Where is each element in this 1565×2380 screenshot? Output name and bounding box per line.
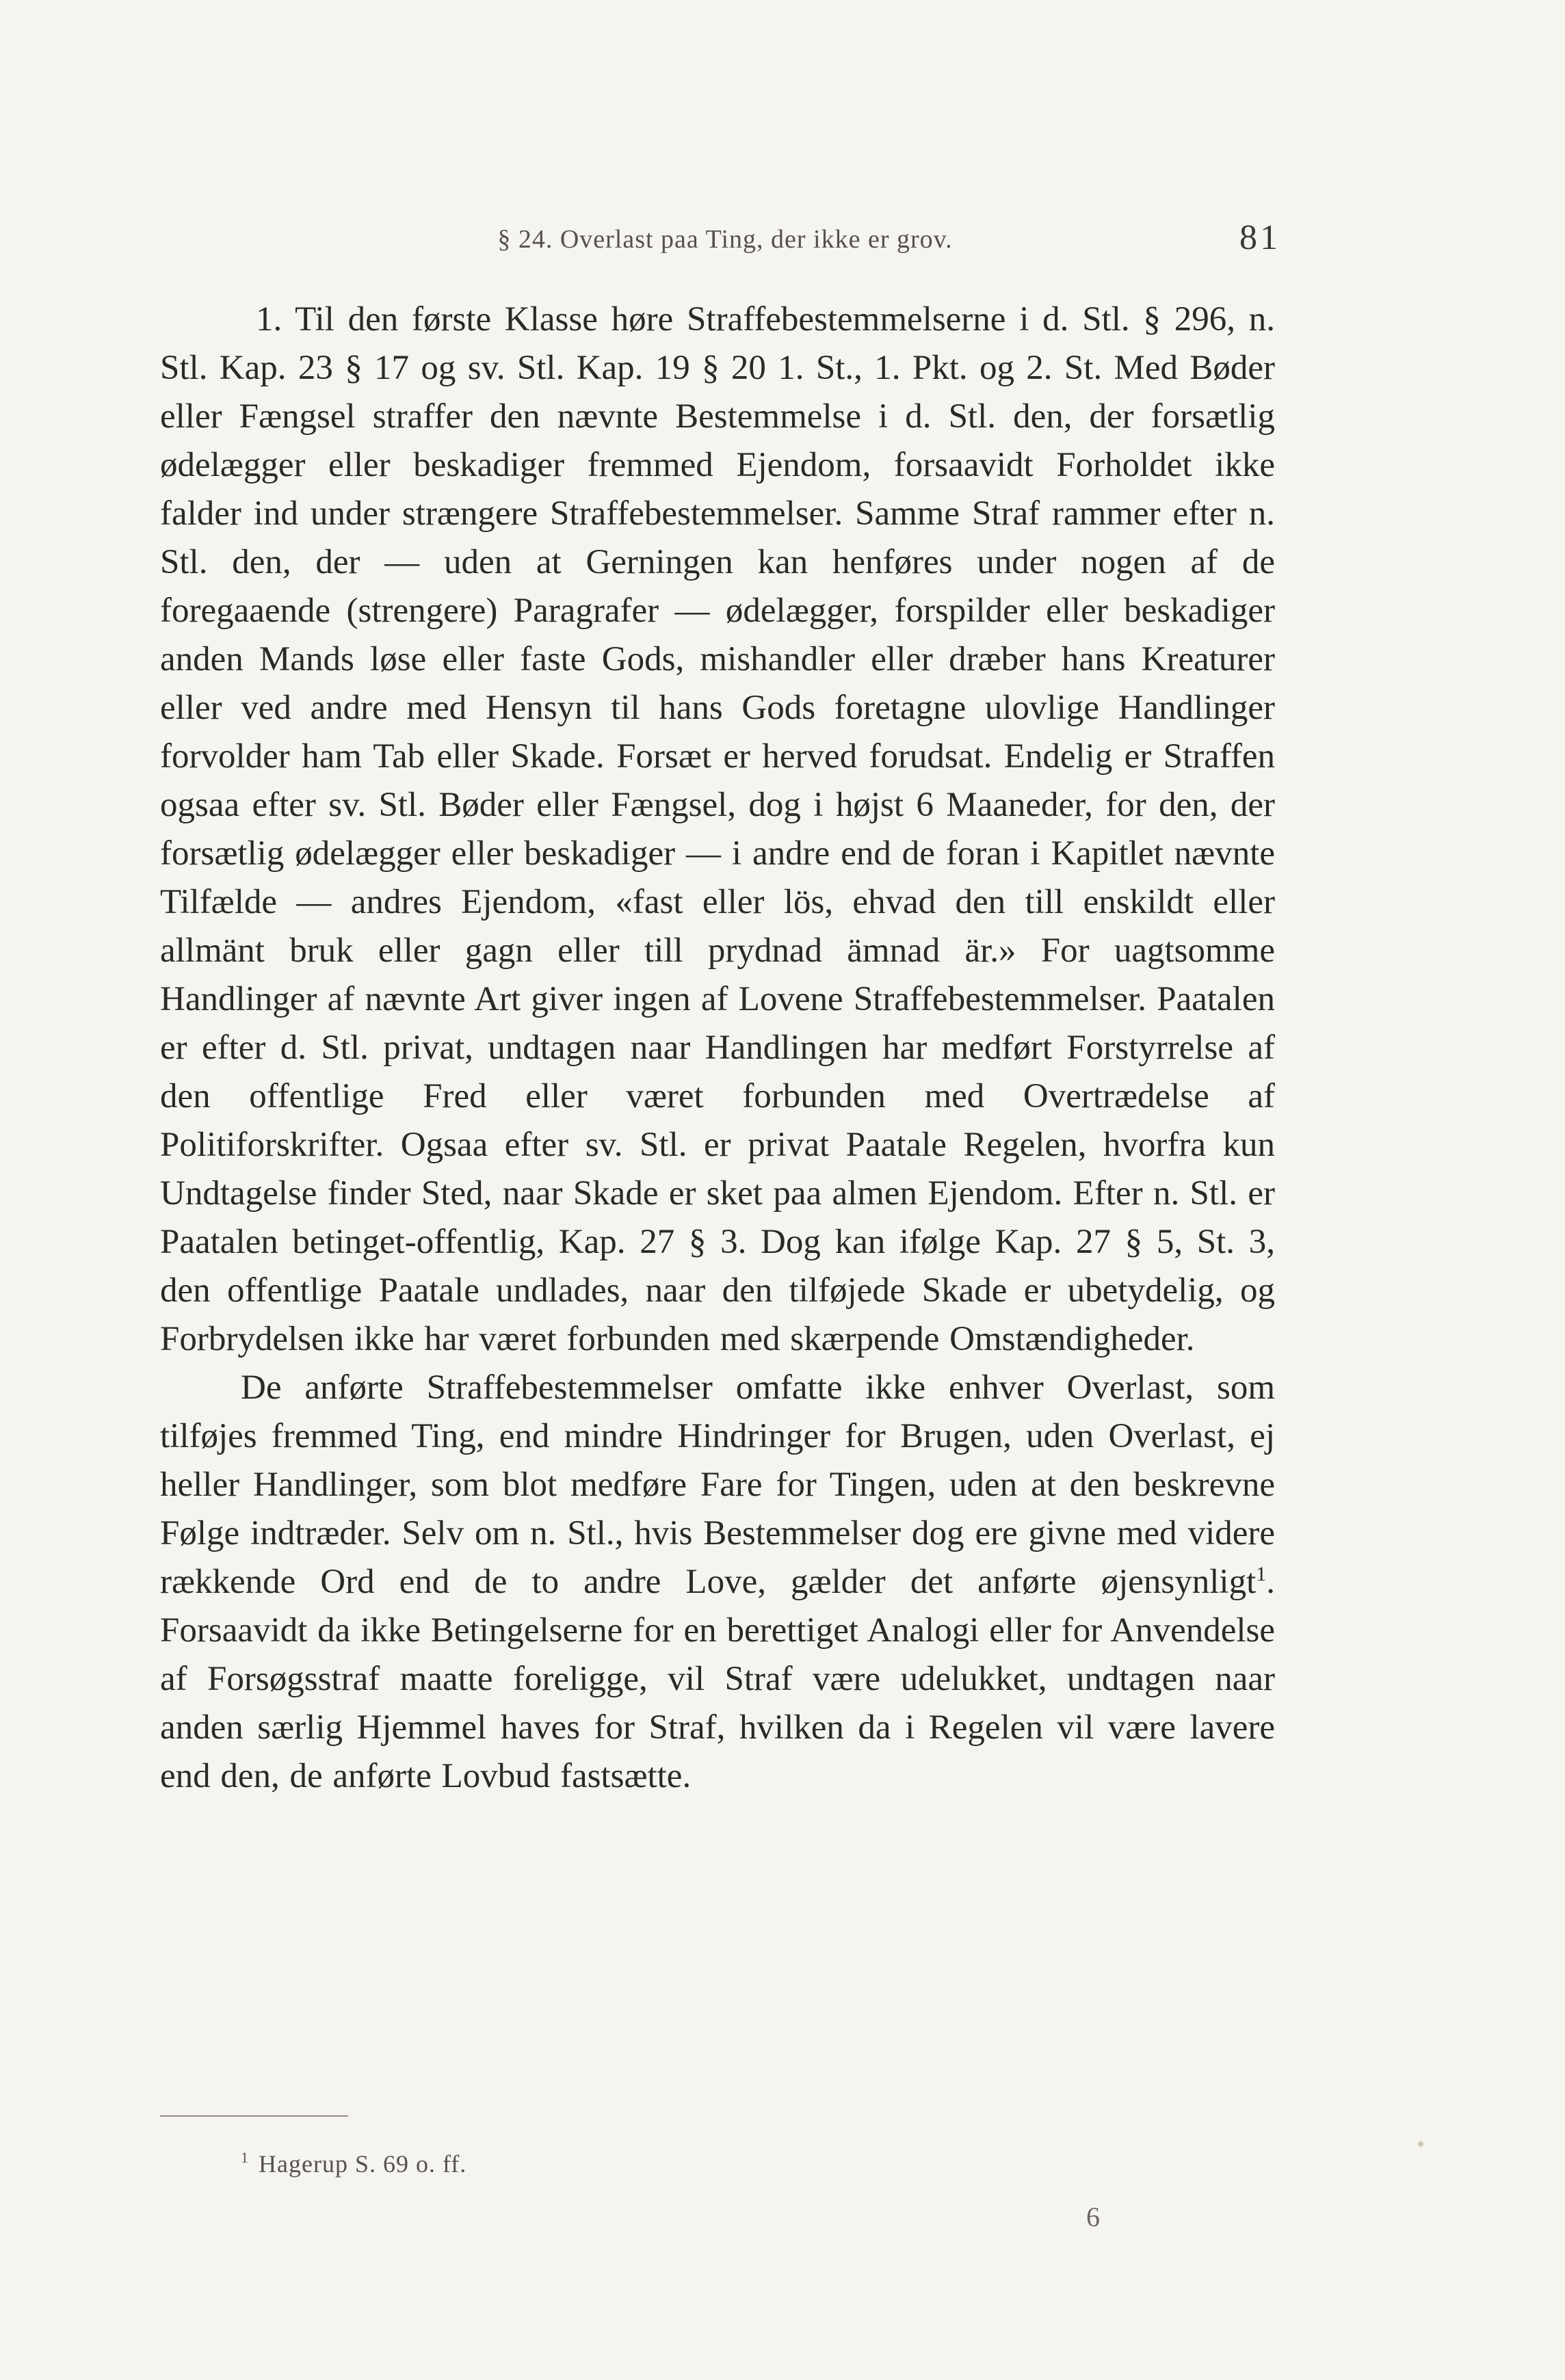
paragraph-2-text-a: De anførte Straffebestemmelser omfatte ikke enhver Overlast, som tilføjes fremmed Ting, end mindre Hindringer for Brugen, uden Overlast, ej heller Handlinger, som blot medføre Fare for Tingen, uden at den beskrevne Følge indtræder. Selv om n. Stl., hvis Bestemmelser dog ere givne med videre rækkende Ord end de to andre Love, gælder det anførte øjensynligt [160,1368,1275,1601]
running-head-title: § 24. Overlast paa Ting, der ikke er grov. [497,225,953,254]
paragraph-1: 1. Til den første Klasse høre Straffebestemmelserne i d. Stl. § 296, n. Stl. Kap. 23 § 17 og sv. Stl. Kap. 19 § 20 1. St., 1. Pkt. og 2. St. Med Bøder eller Fængsel straffer den nævnte Bestemmelse i d. Stl. den, der forsætlig ødelægger eller beskadiger fremmed Ejendom, forsaavidt Forholdet ikke falder ind under strængere Straffebestemmelser. Samme Straf rammer efter n. Stl. den, der — uden at Gerningen kan henføres under nogen af de foregaaende (strengere) Paragrafer — ødelægger, forspilder eller beskadiger anden Mands løse eller faste Gods, mishandler eller dræber hans Kreaturer eller ved andre med Hensyn til hans Gods foretagne ulovlige Handlinger forvolder ham Tab eller Skade. Forsæt er herved forudsat. Endelig er Straffen ogsaa efter sv. Stl. Bøder eller Fængsel, dog i højst 6 Maaneder, for den, der forsætlig ødelægger eller beskadiger — i andre end de foran i Kapitlet nævnte Tilfælde — andres Ejendom, «fast eller lös, ehvad den till enskildt eller allmänt bruk eller gagn eller till prydnad ämnad är.» For uagtsomme Handlinger af nævnte Art giver ingen af Lovene Straffebestemmelser. Paatalen er efter d. Stl. privat, undtagen naar Handlingen har medført Forstyrrelse af den offentlige Fred eller været forbunden med Overtrædelse af Politiforskrifter. Ogsaa efter sv. Stl. er privat Paatale Regelen, hvorfra kun Undtagelse finder Sted, naar Skade er sket paa almen Ejendom. Efter n. Stl. er Paatalen betinget-offentlig, Kap. 27 § 3. Dog kan ifølge Kap. 27 § 5, St. 3, den offentlige Paatale undlades, naar den tilføjede Skade er ubetydelig, og Forbrydelsen ikke har været forbunden med skærpende Omstændigheder. [160,300,1275,1358]
paragraph-2-text-b: . Forsaavidt da ikke Betingelserne for en berettiget Analogi eller for Anvendelse af Forsøgsstraf maatte foreligge, vil Straf være udelukket, undtagen naar anden særlig Hjemmel haves for Straf, hvilken da i Regelen vil være lavere end den, de anførte Lovbud fastsætte. [160,1563,1275,1795]
footnote-rule [160,2115,348,2117]
footnote [241,2149,466,2178]
signature-mark: 6 [1086,2202,1100,2232]
body-text [160,295,1275,1801]
footnote-mark: 1 [241,2149,249,2166]
running-head [164,217,1286,259]
footnote-text: Hagerup S. 69 o. ff. [259,2150,467,2178]
paragraph-2 [160,1364,1275,1801]
footnote-reference: 1 [1256,1563,1267,1585]
page-number: 81 [1239,218,1280,257]
paper-speck [1418,2141,1423,2147]
